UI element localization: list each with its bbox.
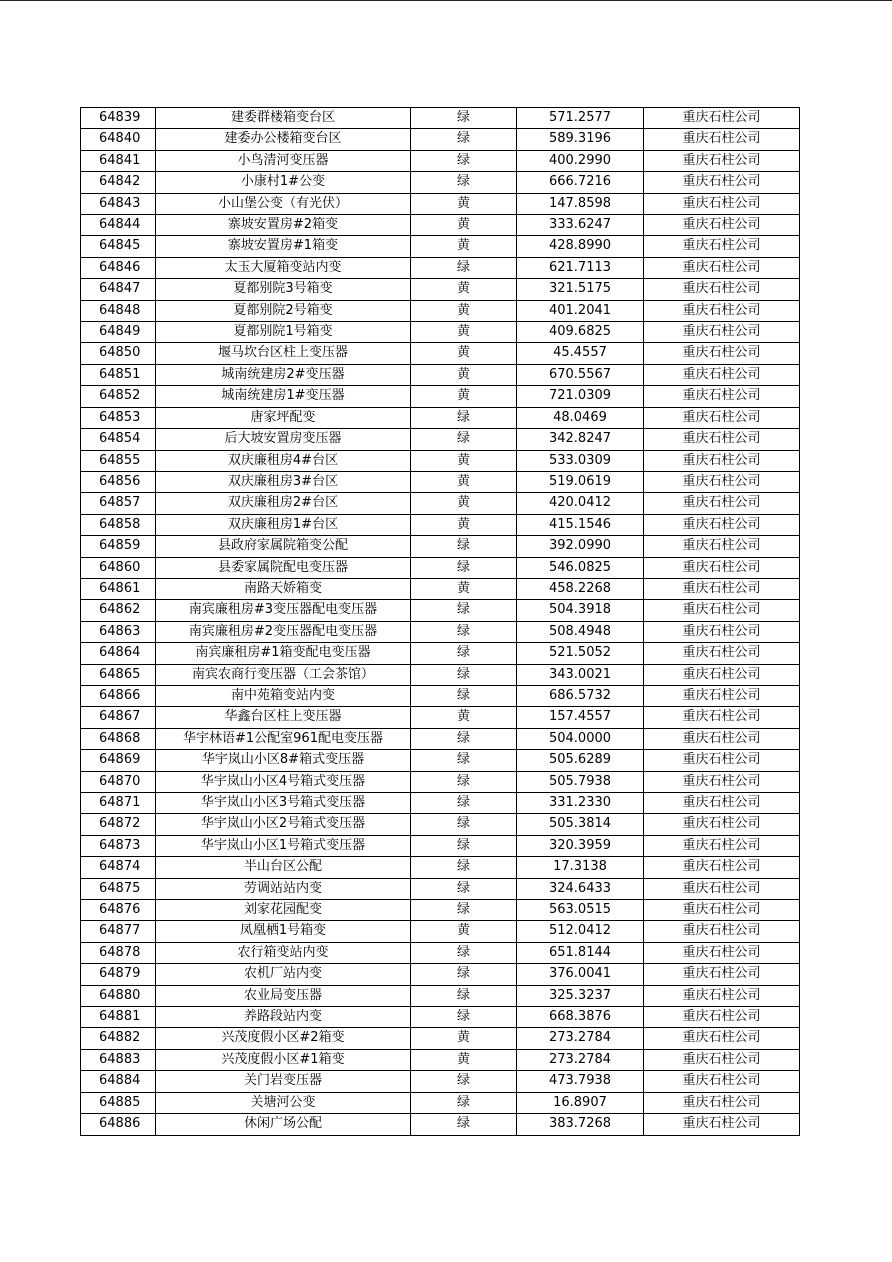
row-id-cell: 64867 [81, 707, 156, 728]
value-cell: 320.3959 [517, 835, 644, 856]
row-id-cell: 64886 [81, 1114, 156, 1135]
table-row [81, 728, 800, 749]
transformer-table [80, 107, 800, 1136]
transformer-name-cell: 关塘河公变 [156, 1092, 411, 1113]
transformer-name-cell: 农机厂站内变 [156, 964, 411, 985]
status-color-cell: 绿 [411, 985, 517, 1006]
company-cell: 重庆石柱公司 [644, 129, 800, 150]
row-id-cell: 64853 [81, 407, 156, 428]
company-cell: 重庆石柱公司 [644, 900, 800, 921]
transformer-name-cell: 南宾农商行变压器（工会茶馆） [156, 664, 411, 685]
value-cell: 512.0412 [517, 921, 644, 942]
company-cell: 重庆石柱公司 [644, 1092, 800, 1113]
value-cell: 321.5175 [517, 279, 644, 300]
company-cell: 重庆石柱公司 [644, 471, 800, 492]
company-cell: 重庆石柱公司 [644, 793, 800, 814]
value-cell: 458.2268 [517, 578, 644, 599]
transformer-name-cell: 华宇岚山小区4号箱式变压器 [156, 771, 411, 792]
value-cell: 508.4948 [517, 621, 644, 642]
transformer-name-cell: 寨坡安置房#1箱变 [156, 236, 411, 257]
table-row [81, 514, 800, 535]
company-cell: 重庆石柱公司 [644, 643, 800, 664]
value-cell: 686.5732 [517, 685, 644, 706]
transformer-name-cell: 唐家坪配变 [156, 407, 411, 428]
status-color-cell: 绿 [411, 257, 517, 278]
row-id-cell: 64842 [81, 172, 156, 193]
value-cell: 401.2041 [517, 300, 644, 321]
transformer-name-cell: 城南统建房1#变压器 [156, 386, 411, 407]
status-color-cell: 黄 [411, 921, 517, 942]
table-row [81, 1071, 800, 1092]
value-cell: 420.0412 [517, 493, 644, 514]
value-cell: 651.8144 [517, 942, 644, 963]
table-row [81, 193, 800, 214]
table-row [81, 600, 800, 621]
status-color-cell: 绿 [411, 685, 517, 706]
status-color-cell: 绿 [411, 1114, 517, 1135]
status-color-cell: 黄 [411, 279, 517, 300]
row-id-cell: 64865 [81, 664, 156, 685]
table-container [80, 107, 800, 1136]
value-cell: 504.3918 [517, 600, 644, 621]
value-cell: 415.1546 [517, 514, 644, 535]
status-color-cell: 黄 [411, 707, 517, 728]
table-row [81, 172, 800, 193]
value-cell: 409.6825 [517, 322, 644, 343]
company-cell: 重庆石柱公司 [644, 108, 800, 129]
row-id-cell: 64864 [81, 643, 156, 664]
table-row [81, 1114, 800, 1135]
page-top-border [0, 0, 892, 1]
status-color-cell: 绿 [411, 814, 517, 835]
row-id-cell: 64840 [81, 129, 156, 150]
transformer-name-cell: 半山台区公配 [156, 857, 411, 878]
transformer-name-cell: 南宾廉租房#3变压器配电变压器 [156, 600, 411, 621]
transformer-name-cell: 南宾廉租房#2变压器配电变压器 [156, 621, 411, 642]
value-cell: 400.2990 [517, 150, 644, 171]
company-cell: 重庆石柱公司 [644, 600, 800, 621]
table-row [81, 150, 800, 171]
table-row [81, 1028, 800, 1049]
row-id-cell: 64873 [81, 835, 156, 856]
status-color-cell: 黄 [411, 300, 517, 321]
transformer-name-cell: 关门岩变压器 [156, 1071, 411, 1092]
row-id-cell: 64870 [81, 771, 156, 792]
table-row [81, 343, 800, 364]
transformer-name-cell: 农业局变压器 [156, 985, 411, 1006]
table-body [81, 108, 800, 1136]
transformer-name-cell: 兴茂度假小区#1箱变 [156, 1049, 411, 1070]
status-color-cell: 黄 [411, 1049, 517, 1070]
status-color-cell: 绿 [411, 557, 517, 578]
status-color-cell: 绿 [411, 1071, 517, 1092]
table-row [81, 386, 800, 407]
status-color-cell: 黄 [411, 364, 517, 385]
table-row [81, 578, 800, 599]
company-cell: 重庆石柱公司 [644, 878, 800, 899]
transformer-name-cell: 县政府家属院箱变公配 [156, 536, 411, 557]
table-row [81, 493, 800, 514]
company-cell: 重庆石柱公司 [644, 1007, 800, 1028]
value-cell: 157.4557 [517, 707, 644, 728]
table-row [81, 985, 800, 1006]
table-row [81, 129, 800, 150]
company-cell: 重庆石柱公司 [644, 322, 800, 343]
row-id-cell: 64875 [81, 878, 156, 899]
value-cell: 505.6289 [517, 750, 644, 771]
value-cell: 504.0000 [517, 728, 644, 749]
company-cell: 重庆石柱公司 [644, 750, 800, 771]
row-id-cell: 64885 [81, 1092, 156, 1113]
company-cell: 重庆石柱公司 [644, 257, 800, 278]
company-cell: 重庆石柱公司 [644, 814, 800, 835]
transformer-name-cell: 双庆廉租房3#台区 [156, 471, 411, 492]
transformer-name-cell: 农行箱变站内变 [156, 942, 411, 963]
company-cell: 重庆石柱公司 [644, 578, 800, 599]
transformer-name-cell: 休闲广场公配 [156, 1114, 411, 1135]
row-id-cell: 64880 [81, 985, 156, 1006]
row-id-cell: 64881 [81, 1007, 156, 1028]
status-color-cell: 绿 [411, 129, 517, 150]
status-color-cell: 绿 [411, 771, 517, 792]
table-row [81, 364, 800, 385]
company-cell: 重庆石柱公司 [644, 1071, 800, 1092]
value-cell: 505.3814 [517, 814, 644, 835]
company-cell: 重庆石柱公司 [644, 835, 800, 856]
status-color-cell: 绿 [411, 728, 517, 749]
status-color-cell: 黄 [411, 450, 517, 471]
row-id-cell: 64846 [81, 257, 156, 278]
transformer-name-cell: 太玉大厦箱变站内变 [156, 257, 411, 278]
value-cell: 48.0469 [517, 407, 644, 428]
company-cell: 重庆石柱公司 [644, 493, 800, 514]
transformer-name-cell: 华宇岚山小区8#箱式变压器 [156, 750, 411, 771]
status-color-cell: 黄 [411, 193, 517, 214]
transformer-name-cell: 夏都别院1号箱变 [156, 322, 411, 343]
value-cell: 670.5567 [517, 364, 644, 385]
company-cell: 重庆石柱公司 [644, 1114, 800, 1135]
transformer-name-cell: 华鑫台区柱上变压器 [156, 707, 411, 728]
row-id-cell: 64860 [81, 557, 156, 578]
company-cell: 重庆石柱公司 [644, 536, 800, 557]
table-row [81, 814, 800, 835]
status-color-cell: 绿 [411, 942, 517, 963]
transformer-name-cell: 刘家花园配变 [156, 900, 411, 921]
company-cell: 重庆石柱公司 [644, 771, 800, 792]
table-row [81, 236, 800, 257]
transformer-name-cell: 县委家属院配电变压器 [156, 557, 411, 578]
transformer-name-cell: 双庆廉租房1#台区 [156, 514, 411, 535]
table-row [81, 108, 800, 129]
status-color-cell: 黄 [411, 1028, 517, 1049]
status-color-cell: 绿 [411, 407, 517, 428]
transformer-name-cell: 兴茂度假小区#2箱变 [156, 1028, 411, 1049]
table-row [81, 750, 800, 771]
table-row [81, 793, 800, 814]
status-color-cell: 黄 [411, 386, 517, 407]
table-row [81, 857, 800, 878]
company-cell: 重庆石柱公司 [644, 942, 800, 963]
table-row [81, 429, 800, 450]
status-color-cell: 黄 [411, 493, 517, 514]
value-cell: 428.8990 [517, 236, 644, 257]
row-id-cell: 64863 [81, 621, 156, 642]
row-id-cell: 64852 [81, 386, 156, 407]
value-cell: 331.2330 [517, 793, 644, 814]
table-row [81, 964, 800, 985]
company-cell: 重庆石柱公司 [644, 343, 800, 364]
transformer-name-cell: 劳调站站内变 [156, 878, 411, 899]
status-color-cell: 绿 [411, 1092, 517, 1113]
value-cell: 147.8598 [517, 193, 644, 214]
row-id-cell: 64851 [81, 364, 156, 385]
row-id-cell: 64877 [81, 921, 156, 942]
value-cell: 521.5052 [517, 643, 644, 664]
company-cell: 重庆石柱公司 [644, 1049, 800, 1070]
row-id-cell: 64845 [81, 236, 156, 257]
row-id-cell: 64856 [81, 471, 156, 492]
row-id-cell: 64871 [81, 793, 156, 814]
transformer-name-cell: 双庆廉租房2#台区 [156, 493, 411, 514]
status-color-cell: 绿 [411, 878, 517, 899]
value-cell: 392.0990 [517, 536, 644, 557]
table-row [81, 685, 800, 706]
status-color-cell: 绿 [411, 429, 517, 450]
value-cell: 571.2577 [517, 108, 644, 129]
status-color-cell: 黄 [411, 471, 517, 492]
value-cell: 17.3138 [517, 857, 644, 878]
row-id-cell: 64844 [81, 215, 156, 236]
row-id-cell: 64854 [81, 429, 156, 450]
status-color-cell: 黄 [411, 236, 517, 257]
row-id-cell: 64878 [81, 942, 156, 963]
status-color-cell: 黄 [411, 343, 517, 364]
table-row [81, 771, 800, 792]
status-color-cell: 绿 [411, 750, 517, 771]
table-row [81, 942, 800, 963]
table-row [81, 322, 800, 343]
company-cell: 重庆石柱公司 [644, 279, 800, 300]
status-color-cell: 绿 [411, 643, 517, 664]
row-id-cell: 64869 [81, 750, 156, 771]
value-cell: 668.3876 [517, 1007, 644, 1028]
table-row [81, 279, 800, 300]
row-id-cell: 64883 [81, 1049, 156, 1070]
transformer-name-cell: 南路天娇箱变 [156, 578, 411, 599]
company-cell: 重庆石柱公司 [644, 215, 800, 236]
table-row [81, 835, 800, 856]
transformer-name-cell: 养路段站内变 [156, 1007, 411, 1028]
transformer-name-cell: 夏都别院2号箱变 [156, 300, 411, 321]
company-cell: 重庆石柱公司 [644, 921, 800, 942]
company-cell: 重庆石柱公司 [644, 857, 800, 878]
status-color-cell: 绿 [411, 964, 517, 985]
row-id-cell: 64882 [81, 1028, 156, 1049]
table-row [81, 407, 800, 428]
row-id-cell: 64841 [81, 150, 156, 171]
transformer-name-cell: 双庆廉租房4#台区 [156, 450, 411, 471]
status-color-cell: 绿 [411, 172, 517, 193]
value-cell: 324.6433 [517, 878, 644, 899]
transformer-name-cell: 建委群楼箱变台区 [156, 108, 411, 129]
company-cell: 重庆石柱公司 [644, 300, 800, 321]
value-cell: 376.0041 [517, 964, 644, 985]
status-color-cell: 绿 [411, 150, 517, 171]
transformer-name-cell: 夏都别院3号箱变 [156, 279, 411, 300]
transformer-name-cell: 后大坡安置房变压器 [156, 429, 411, 450]
value-cell: 721.0309 [517, 386, 644, 407]
value-cell: 45.4557 [517, 343, 644, 364]
company-cell: 重庆石柱公司 [644, 514, 800, 535]
transformer-name-cell: 堰马坎台区柱上变压器 [156, 343, 411, 364]
status-color-cell: 绿 [411, 857, 517, 878]
company-cell: 重庆石柱公司 [644, 557, 800, 578]
status-color-cell: 黄 [411, 578, 517, 599]
table-row [81, 536, 800, 557]
value-cell: 621.7113 [517, 257, 644, 278]
transformer-name-cell: 建委办公楼箱变台区 [156, 129, 411, 150]
company-cell: 重庆石柱公司 [644, 364, 800, 385]
company-cell: 重庆石柱公司 [644, 172, 800, 193]
table-row [81, 1049, 800, 1070]
row-id-cell: 64868 [81, 728, 156, 749]
company-cell: 重庆石柱公司 [644, 150, 800, 171]
row-id-cell: 64848 [81, 300, 156, 321]
transformer-name-cell: 城南统建房2#变压器 [156, 364, 411, 385]
company-cell: 重庆石柱公司 [644, 450, 800, 471]
transformer-name-cell: 南宾廉租房#1箱变配电变压器 [156, 643, 411, 664]
value-cell: 563.0515 [517, 900, 644, 921]
value-cell: 505.7938 [517, 771, 644, 792]
value-cell: 342.8247 [517, 429, 644, 450]
table-row [81, 300, 800, 321]
table-row [81, 707, 800, 728]
table-row [81, 1092, 800, 1113]
status-color-cell: 绿 [411, 793, 517, 814]
status-color-cell: 黄 [411, 322, 517, 343]
table-row [81, 643, 800, 664]
transformer-name-cell: 华宇岚山小区2号箱式变压器 [156, 814, 411, 835]
row-id-cell: 64876 [81, 900, 156, 921]
company-cell: 重庆石柱公司 [644, 621, 800, 642]
value-cell: 473.7938 [517, 1071, 644, 1092]
table-row [81, 557, 800, 578]
transformer-name-cell: 小康村1#公变 [156, 172, 411, 193]
value-cell: 546.0825 [517, 557, 644, 578]
value-cell: 343.0021 [517, 664, 644, 685]
row-id-cell: 64839 [81, 108, 156, 129]
row-id-cell: 64862 [81, 600, 156, 621]
value-cell: 666.7216 [517, 172, 644, 193]
row-id-cell: 64861 [81, 578, 156, 599]
transformer-name-cell: 小鸟清河变压器 [156, 150, 411, 171]
company-cell: 重庆石柱公司 [644, 407, 800, 428]
value-cell: 333.6247 [517, 215, 644, 236]
table-row [81, 471, 800, 492]
table-row [81, 621, 800, 642]
row-id-cell: 64849 [81, 322, 156, 343]
value-cell: 273.2784 [517, 1049, 644, 1070]
row-id-cell: 64850 [81, 343, 156, 364]
row-id-cell: 64874 [81, 857, 156, 878]
company-cell: 重庆石柱公司 [644, 707, 800, 728]
company-cell: 重庆石柱公司 [644, 685, 800, 706]
value-cell: 16.8907 [517, 1092, 644, 1113]
value-cell: 589.3196 [517, 129, 644, 150]
table-row [81, 450, 800, 471]
row-id-cell: 64847 [81, 279, 156, 300]
row-id-cell: 64859 [81, 536, 156, 557]
value-cell: 533.0309 [517, 450, 644, 471]
status-color-cell: 黄 [411, 514, 517, 535]
table-row [81, 1007, 800, 1028]
transformer-name-cell: 华宇林语#1公配室961配电变压器 [156, 728, 411, 749]
transformer-name-cell: 凤凰栖1号箱变 [156, 921, 411, 942]
status-color-cell: 绿 [411, 600, 517, 621]
transformer-name-cell: 南中苑箱变站内变 [156, 685, 411, 706]
table-row [81, 921, 800, 942]
table-row [81, 900, 800, 921]
row-id-cell: 64858 [81, 514, 156, 535]
table-row [81, 215, 800, 236]
company-cell: 重庆石柱公司 [644, 985, 800, 1006]
table-row [81, 257, 800, 278]
company-cell: 重庆石柱公司 [644, 728, 800, 749]
row-id-cell: 64879 [81, 964, 156, 985]
company-cell: 重庆石柱公司 [644, 1028, 800, 1049]
row-id-cell: 64872 [81, 814, 156, 835]
company-cell: 重庆石柱公司 [644, 386, 800, 407]
row-id-cell: 64884 [81, 1071, 156, 1092]
status-color-cell: 绿 [411, 1007, 517, 1028]
company-cell: 重庆石柱公司 [644, 664, 800, 685]
company-cell: 重庆石柱公司 [644, 429, 800, 450]
transformer-name-cell: 华宇岚山小区1号箱式变压器 [156, 835, 411, 856]
row-id-cell: 64857 [81, 493, 156, 514]
status-color-cell: 绿 [411, 900, 517, 921]
row-id-cell: 64866 [81, 685, 156, 706]
status-color-cell: 绿 [411, 108, 517, 129]
company-cell: 重庆石柱公司 [644, 193, 800, 214]
table-row [81, 664, 800, 685]
value-cell: 383.7268 [517, 1114, 644, 1135]
company-cell: 重庆石柱公司 [644, 964, 800, 985]
transformer-name-cell: 小山堡公变（有光伏） [156, 193, 411, 214]
status-color-cell: 绿 [411, 536, 517, 557]
row-id-cell: 64855 [81, 450, 156, 471]
company-cell: 重庆石柱公司 [644, 236, 800, 257]
row-id-cell: 64843 [81, 193, 156, 214]
status-color-cell: 黄 [411, 215, 517, 236]
status-color-cell: 绿 [411, 621, 517, 642]
table-row [81, 878, 800, 899]
transformer-name-cell: 寨坡安置房#2箱变 [156, 215, 411, 236]
value-cell: 325.3237 [517, 985, 644, 1006]
value-cell: 273.2784 [517, 1028, 644, 1049]
transformer-name-cell: 华宇岚山小区3号箱式变压器 [156, 793, 411, 814]
status-color-cell: 绿 [411, 664, 517, 685]
value-cell: 519.0619 [517, 471, 644, 492]
status-color-cell: 绿 [411, 835, 517, 856]
